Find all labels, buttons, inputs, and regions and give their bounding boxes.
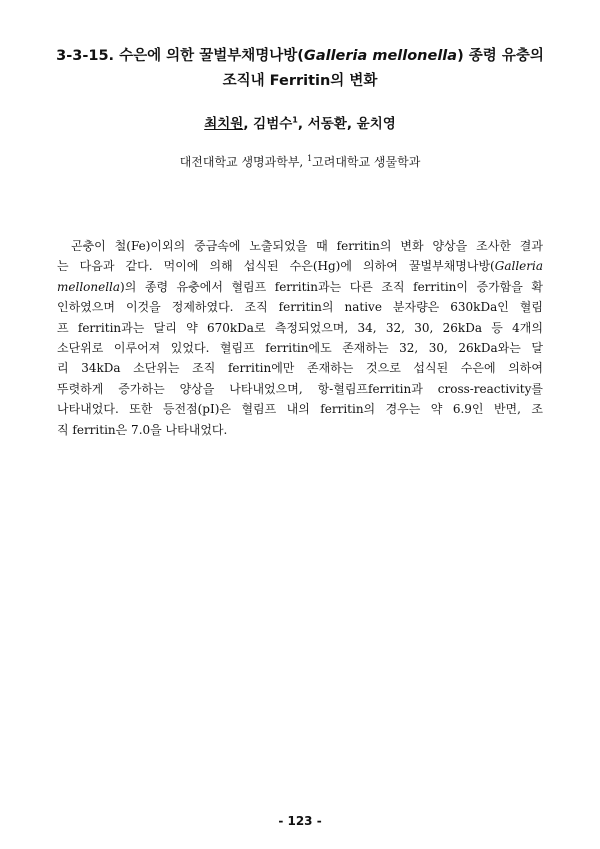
- abstract-body: [57, 236, 543, 440]
- page-number: - 123 -: [278, 814, 322, 828]
- paper-title-line-2: 조직내 Ferritin의 변화: [222, 73, 378, 89]
- affiliation-marker: 1: [292, 115, 298, 125]
- species-name: Galleria mellonella: [303, 48, 458, 64]
- affiliations: [40, 153, 560, 171]
- affiliation-secondary: 고려대학교 생물학과: [312, 155, 421, 169]
- species-name: Galleria: [494, 259, 543, 274]
- author-name: 서동환: [307, 116, 347, 132]
- abstract-line: 뚜렷하게 증가하는 양상을 나타내었으며, 항-혈림프ferritin과 cross-reactivity를: [57, 381, 543, 396]
- affiliation-primary: 대전대학교 생명과학부,: [179, 155, 308, 169]
- author-name: 윤치영: [356, 116, 396, 132]
- presenting-author: 최치원: [204, 116, 244, 132]
- author-separator: ,: [346, 116, 357, 132]
- abstract-line: 프 ferritin과는 달리 약 670kDa로 측정되었으며, 34, 32, 30, 26kDa 등 4개의: [57, 320, 543, 335]
- abstract-line: [57, 256, 543, 276]
- abstract-line: 인하였으며 이것을 정제하였다. 조직 ferritin의 native 분자량은 630kDa인 혈림: [57, 300, 543, 315]
- author-separator: ,: [243, 116, 254, 132]
- title-text-post: ) 종령 유충의: [457, 48, 544, 64]
- paper-title-line-1: [40, 43, 560, 69]
- abstract-text: 는 다음과 같다. 먹이에 의해 섭식된 수은(Hg)에 의하여 꿀벌부채명나방(: [57, 259, 495, 274]
- section-number: 3-3-15.: [56, 48, 115, 64]
- species-name: mellonella: [57, 279, 121, 294]
- author-list: [40, 114, 560, 134]
- author-name: 김범수: [253, 116, 293, 132]
- abstract-line: 나타내었다. 또한 등전점(pI)은 혈림프 내의 ferritin의 경우는 약 6.9인 반면, 조: [57, 402, 543, 417]
- affiliation-marker: 1: [307, 154, 313, 163]
- title-text-pre: 수은에 의한 꿀벌부채명나방(: [119, 48, 304, 64]
- author-separator: ,: [297, 116, 308, 132]
- abstract-text: )의 종령 유충에서 혈림프 ferritin과는 다른 조직 ferritin이 증가함을 확: [120, 279, 543, 294]
- abstract-line: 직 ferritin은 7.0을 나타내었다.: [57, 422, 228, 437]
- abstract-line: 곤충이 철(Fe)이외의 중금속에 노출되었을 때 ferritin의 변화 양상을 조사한 결과: [71, 239, 543, 253]
- abstract-line: 소단위로 이루어져 있었다. 혈림프 ferritin에도 존재하는 32, 30, 26kDa와는 달: [57, 341, 543, 356]
- abstract-line: 리 34kDa 소단위는 조직 ferritin에만 존재하는 것으로 섭식된 수은에 의하여: [57, 361, 543, 376]
- abstract-line: [57, 277, 543, 297]
